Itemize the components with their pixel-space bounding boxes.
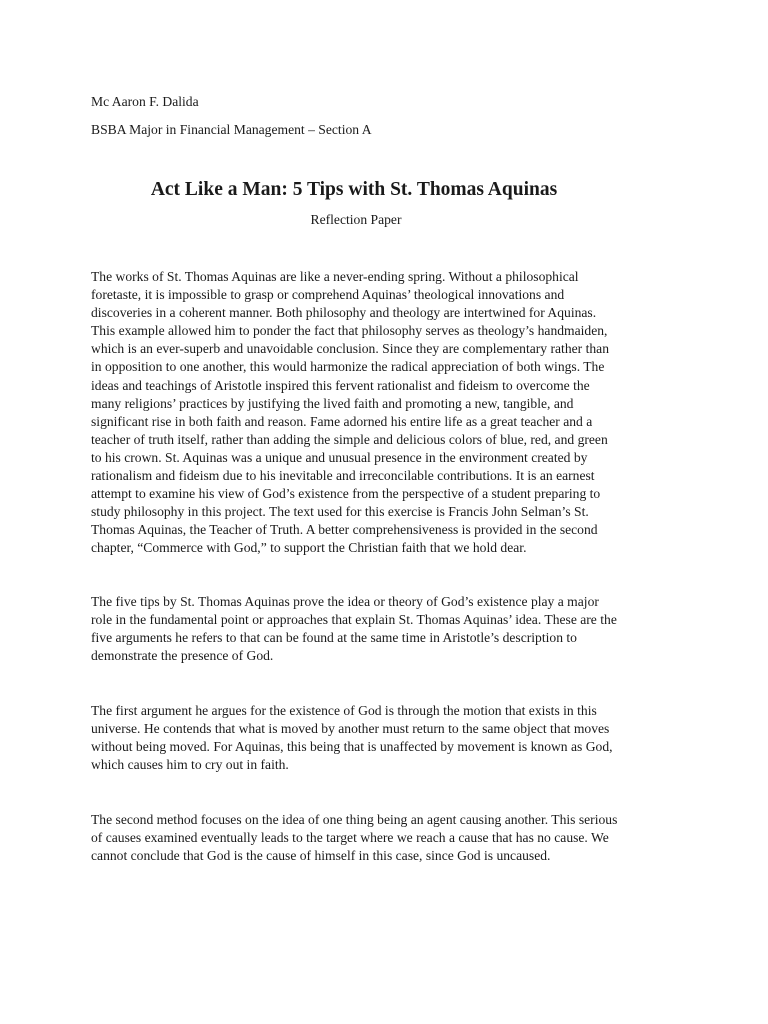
paragraph-line: The first argument he argues for the existence of God is through the motion that exists in this bbox=[91, 703, 597, 718]
paragraph-line: demonstrate the presence of God. bbox=[91, 648, 274, 664]
paragraph-line: universe. He contends that what is moved by another must return to the same object that moves bbox=[91, 721, 610, 737]
paragraph-line: to his crown. St. Aquinas was a unique and unusual presence in the environment created by bbox=[91, 449, 588, 465]
paragraph-five-tips bbox=[91, 593, 639, 665]
paragraph-line: which is an ever-superb and unavoidable conclusion. Since they are complementary rather than bbox=[91, 341, 609, 357]
author-name: Mc Aaron F. Dalida bbox=[91, 94, 199, 109]
paragraph-line: The second method focuses on the idea of one thing being an agent causing another. This serious bbox=[91, 812, 618, 827]
paper-title: Act Like a Man: 5 Tips with St. Thomas Aquinas bbox=[150, 179, 558, 200]
paragraph-line: of causes examined eventually leads to the target where we reach a cause that has no cause. We bbox=[91, 830, 609, 846]
paragraph-first-argument bbox=[91, 702, 639, 774]
paragraph-second-argument bbox=[91, 811, 639, 865]
paragraph-line: in opposition to one another, this would harmonize the radical appreciation of both wings. The bbox=[91, 359, 605, 375]
paragraph-line: The five tips by St. Thomas Aquinas prove the idea or theory of God’s existence play a major bbox=[91, 594, 599, 609]
paragraph-line: significant rise in both faith and reason. Fame adorned his entire life as a great teacher and a bbox=[91, 413, 593, 429]
paragraph-line: Thomas Aquinas, the Teacher of Truth. A better comprehensiveness is provided in the second bbox=[91, 522, 598, 538]
paragraph-line: five arguments he refers to that can be found at the same time in Aristotle’s description to bbox=[91, 630, 577, 646]
paragraph-line: attempt to examine his view of God’s existence from the perspective of a student preparing to bbox=[91, 486, 601, 502]
paragraph-line: This example allowed him to ponder the fact that philosophy serves as theology’s handmaiden, bbox=[91, 323, 608, 339]
paper-subtitle: Reflection Paper bbox=[310, 212, 402, 227]
paragraph-intro bbox=[91, 268, 639, 558]
program-section: BSBA Major in Financial Management – Section A bbox=[91, 122, 372, 137]
paragraph-line: role in the fundamental point or approaches that explain St. Thomas Aquinas’ idea. These are the bbox=[91, 612, 617, 628]
paragraph-line: chapter, “Commerce with God,” to support the Christian faith that we hold dear. bbox=[91, 540, 527, 556]
paragraph-line: many religions’ practices by justifying the lived faith and promoting a new, tangible, and bbox=[91, 395, 574, 411]
paragraph-line: rationalism and fideism due to his inevitable and irreconcilable contributions. It is an earnest bbox=[91, 468, 595, 484]
paragraph-line: teacher of truth itself, rather than adding the simple and delicious colors of blue, red, and green bbox=[91, 431, 608, 447]
paragraph-line: ideas and teachings of Aristotle inspired this fervent rationalist and fideism to overcome the bbox=[91, 377, 590, 393]
paragraph-line: which causes him to cry out in faith. bbox=[91, 757, 289, 773]
paragraph-line: without being moved. For Aquinas, this being that is unaffected by movement is known as God, bbox=[91, 739, 613, 755]
paragraph-line: study philosophy in this project. The text used for this exercise is Francis John Selman’s St. bbox=[91, 504, 589, 520]
paragraph-line: cannot conclude that God is the cause of himself in this case, since God is uncaused. bbox=[91, 848, 551, 864]
paragraph-line: foretaste, it is impossible to grasp or comprehend Aquinas’ theological innovations and bbox=[91, 287, 565, 303]
paragraph-line: discoveries in a coherent manner. Both philosophy and theology are intertwined for Aquinas. bbox=[91, 305, 597, 321]
paragraph-line: The works of St. Thomas Aquinas are like a never-ending spring. Without a philosophical bbox=[91, 269, 579, 284]
